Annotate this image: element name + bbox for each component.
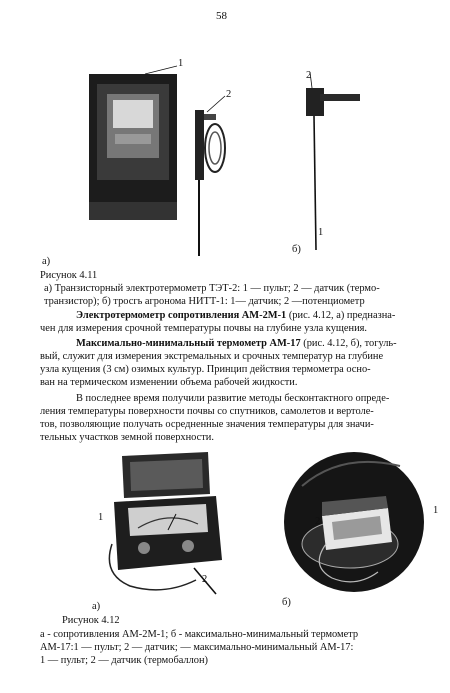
para2-rest: (рис. 4.12, б), тогуль- [300, 338, 397, 349]
label-4-12-b: б) [282, 597, 291, 608]
callout-4-11-b-1: 1 [318, 227, 324, 238]
page-number: 58 [216, 10, 227, 22]
para3-line2: ления температуры поверхности почвы со спутников, самолетов и вертоле- [40, 406, 374, 417]
figure-4-12-b [282, 446, 432, 598]
para2-line4: ван на термическом изменении объема рабочей жидкости. [40, 377, 298, 388]
caption-4-12-line1: а - сопротивления АМ-2М-1; б - максимально-минимальный термометр [40, 629, 359, 640]
para2-line2: вый, служит для измерения экстремальных и срочных температур на глубине [40, 351, 384, 362]
caption-4-11-line1: а) Транзисторный электротермометр ТЭТ-2: 1 — пульт; 2 — датчик (термо- [44, 283, 380, 294]
para3-line4: тельных участков земной поверхности. [40, 432, 214, 443]
caption-title-4-11: Рисунок 4.11 [40, 270, 98, 281]
callout-4-12-b-2: 2 [315, 516, 321, 527]
caption-title-4-12: Рисунок 4.12 [62, 615, 120, 626]
callout-4-12-a-2: 2 [202, 574, 208, 585]
para1-line1 [76, 309, 436, 322]
label-4-11-b: б) [292, 244, 301, 255]
figure-4-11-b [290, 70, 380, 260]
para1-rest: (рис. 4.12, а) предназна- [286, 310, 396, 321]
para3-line3: тов, позволяющие получать осредненные значения температуры для значи- [40, 419, 374, 430]
nitt1-probe-image [290, 70, 380, 260]
para2-line3: узла кущения (3 см) озимых культур. Принцип действия термометра осно- [40, 364, 371, 375]
caption-4-12-line2: АМ-17:1 — пульт; 2 — датчик; — максимально-минимальный АМ-17: [40, 642, 354, 653]
callout-4-12-b-1: 1 [433, 505, 439, 516]
figure-4-12-a [104, 448, 234, 598]
label-4-12-a: а) [92, 601, 101, 612]
caption-4-11-line2: транзистор); б) тросгь агронома НИТТ-1: 1— датчик; 2 —потенциометр [44, 296, 365, 307]
am-17-image [282, 446, 432, 598]
caption-4-12-line3: 1 — пульт; 2 — датчик (термобаллон) [40, 655, 209, 666]
callout-4-11-a-2: 2 [226, 89, 232, 100]
para1-lead: Электротермометр сопротивления АМ-2М-1 [76, 310, 287, 321]
callout-4-12-a-1: 1 [98, 512, 104, 523]
para2-lead: Максимально-минимальный термометр АМ-17 [76, 338, 301, 349]
label-4-11-a: а) [42, 256, 51, 267]
para3-line1: В последнее время получили развитие методы бесконтактного опреде- [76, 393, 390, 404]
para2-line1 [76, 337, 436, 350]
para1-line2: чен для измерения срочной температуры почвы на глубине узла кущения. [40, 323, 368, 334]
callout-4-11-b-2: 2 [306, 70, 312, 81]
am-2m-1-image [104, 448, 234, 598]
callout-4-11-a-1: 1 [178, 58, 184, 69]
